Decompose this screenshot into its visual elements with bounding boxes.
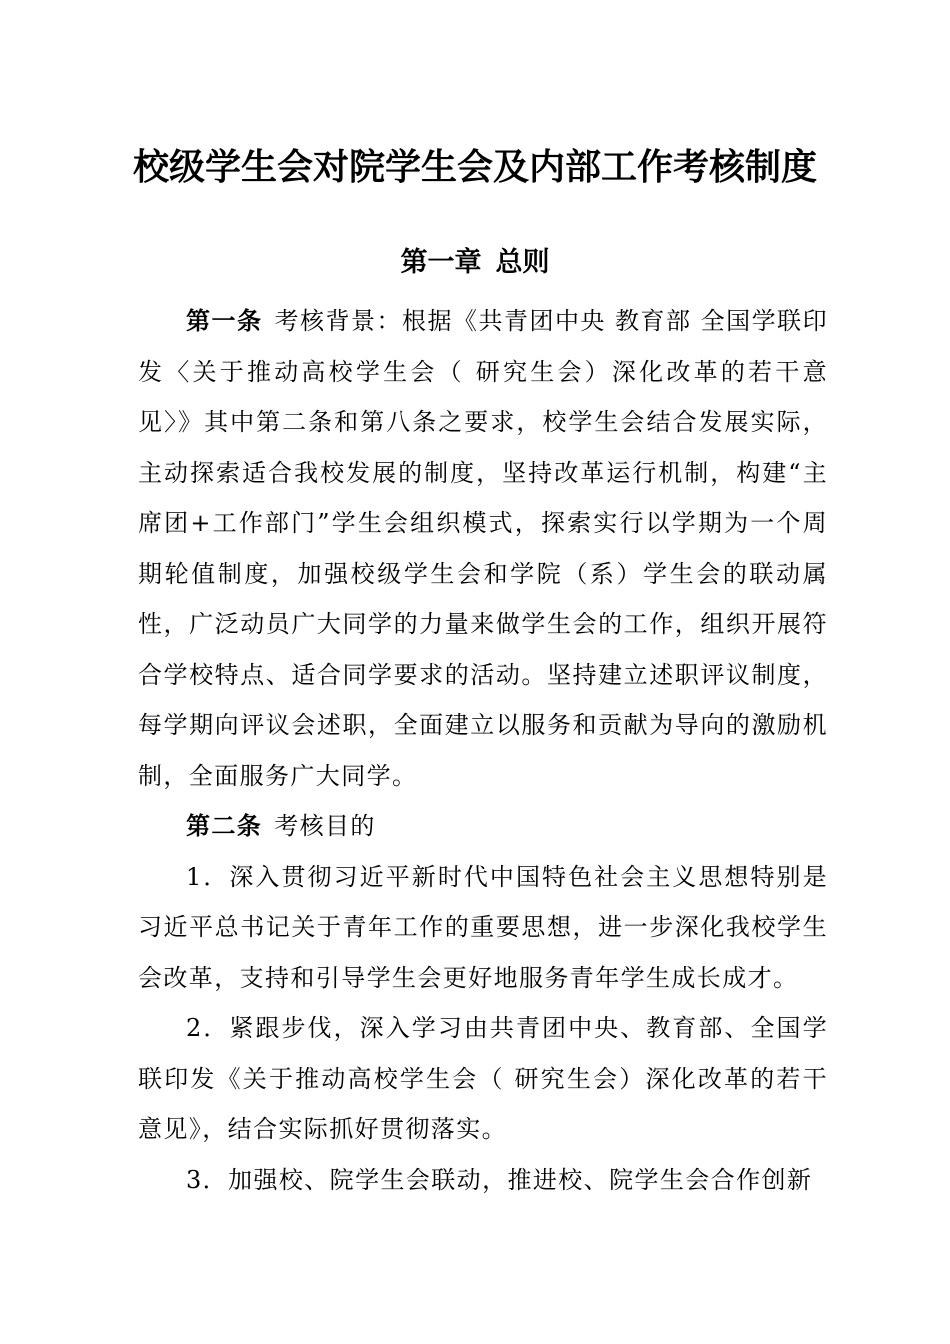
list-item-2: 2．紧跟步伐，深入学习由共青团中央、教育部、全国学联印发《关于推动高校学生会（ 研究生会）深化改革的若干意见》，结合实际抓好贯彻落实。 bbox=[138, 1014, 828, 1143]
list-item-3: 3．加强校、院学生会联动，推进校、院学生会合作创新 bbox=[186, 1165, 813, 1194]
list-item-1: 1．深入贯彻习近平新时代中国特色社会主义思想特别是习近平总书记关于青年工作的重要思想，进一步深化我校学生会改革，支持和引导学生会更好地服务青年学生成长成才。 bbox=[138, 862, 828, 992]
article-2-text: 考核目的 bbox=[274, 812, 376, 840]
document-body bbox=[138, 296, 828, 1205]
article-2 bbox=[138, 801, 828, 852]
chapter-name: 总则 bbox=[495, 247, 550, 278]
document-title: 校级学生会对院学生会及内部工作考核制度 bbox=[132, 146, 817, 188]
chapter-heading bbox=[0, 243, 950, 283]
article-2-heading: 第二条 bbox=[186, 811, 263, 840]
chapter-label: 第一章 bbox=[400, 247, 482, 278]
article-1 bbox=[138, 296, 828, 801]
article-1-heading: 第一条 bbox=[186, 306, 263, 335]
article-1-text: 考核背景：根据《共青团中央 教育部 全国学联印发〈关于推动高校学生会（ 研究生会）深化改革的若干意见〉》其中第二条和第八条之要求，校学生会结合发展实际，主动探索适合我校发展的制度，坚持改革运行机制，构建“主席团+工作部门”学生会组织模式，探索实行以学期为一个周期轮值制度，加强校级学生会和学院（系）学生会的联动属性，广泛动员广大同学的力量来做学生会的工作，组织开展符合学校特点、适合同学要求的活动。坚持建立述职评议制度，每学期向评议会述职，全面建立以服务和贡献为导向的激励机制，全面服务广大同学。 bbox=[138, 307, 828, 790]
